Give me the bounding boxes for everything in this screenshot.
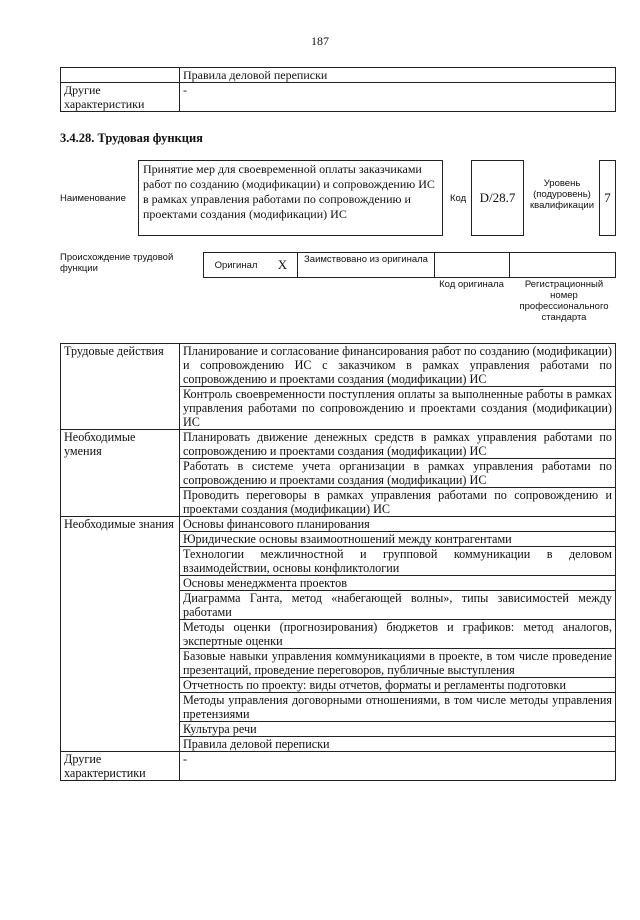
section-title: 3.4.28. Трудовая функция: [60, 131, 203, 145]
table-row: [61, 344, 616, 387]
table-row: [61, 591, 616, 620]
group-item: Отчетность по проекту: виды отчетов, форматы и регламенты подготовки: [180, 678, 616, 693]
group-label-continuation: [61, 459, 180, 488]
row-value: -: [180, 83, 616, 112]
table-row: [61, 576, 616, 591]
table-row: [61, 737, 616, 752]
table-row: [61, 430, 616, 459]
reg-number-cell: [510, 253, 615, 277]
page-number: 187: [311, 34, 329, 48]
table-row: [61, 693, 616, 722]
group-item: Методы управления договорными отношениями, в том числе методы управления претензиями: [180, 693, 616, 722]
group-item: Правила деловой переписки: [180, 737, 616, 752]
table-row: [61, 387, 616, 430]
group-item: Культура речи: [180, 722, 616, 737]
group-item: Основы менеджмента проектов: [180, 576, 616, 591]
code-value: D/28.7: [471, 160, 524, 236]
group-item: Базовые навыки управления коммуникациями в проекте, в том числе проведение презентаций, проведение переговоров, публичные выступления: [180, 649, 616, 678]
group-label-continuation: [61, 387, 180, 430]
table-row: [61, 488, 616, 517]
group-label-continuation: [61, 591, 180, 620]
function-details-table: [60, 343, 616, 781]
group-label: Необходимые умения: [61, 430, 180, 459]
group-label-continuation: [61, 678, 180, 693]
group-label-continuation: [61, 547, 180, 576]
table-row: [61, 83, 616, 112]
row-label: Другие характеристики: [61, 83, 180, 112]
table-row: [61, 459, 616, 488]
group-item: Контроль своевременности поступления оплаты за выполненные работы в рамках управления работами по сопровождению и проектами создания (модификации) ИС: [180, 387, 616, 430]
table-row: [61, 752, 616, 781]
group-label-continuation: [61, 532, 180, 547]
group-item: Проводить переговоры в рамках управления работами по сопровождению и проектами создания (модификации) ИС: [180, 488, 616, 517]
group-label-continuation: [61, 737, 180, 752]
table-row: [61, 547, 616, 576]
table-row: [61, 678, 616, 693]
group-item: Планировать движение денежных средств в рамках управления работами по сопровождению и проектами создания (модификации) ИС: [180, 430, 616, 459]
group-label: Необходимые знания: [61, 517, 180, 532]
reg-number-label: Регистрационный номер профессионального стандарта: [519, 279, 609, 323]
level-value: 7: [599, 160, 616, 236]
table-row: [61, 649, 616, 678]
group-item: Планирование и согласование финансирования работ по созданию (модификации) и сопровождению ИС с заказчиком в рамках управления работами по сопровождению и проектами создания (модификации) ИС: [180, 344, 616, 387]
table-row: [61, 722, 616, 737]
group-label-continuation: [61, 488, 180, 517]
group-label-continuation: [61, 649, 180, 678]
original-code-label: Код оригинала: [439, 279, 504, 290]
original-mark: X: [268, 253, 298, 277]
table-row: [61, 532, 616, 547]
previous-function-table: [60, 67, 616, 112]
group-label-continuation: [61, 722, 180, 737]
empty-cell: [61, 68, 180, 83]
name-label: Наименование: [60, 193, 126, 204]
group-item: Диаграмма Ганта, метод «набегающей волны», типы зависимостей между работами: [180, 591, 616, 620]
code-label: Код: [450, 193, 467, 204]
original-label: Оригинал: [214, 259, 258, 271]
group-item: Технологии межличностной и групповой коммуникации в деловом взаимодействии, основы конфликтологии: [180, 547, 616, 576]
group-label: Другие характеристики: [61, 752, 180, 781]
table-row: [61, 620, 616, 649]
borrowed-label: Заимствовано из оригинала: [298, 253, 435, 277]
level-label: Уровень (подуровень) квалификации: [529, 178, 595, 211]
original-code-cell: [435, 253, 510, 277]
group-item: Основы финансового планирования: [180, 517, 616, 532]
knowledge-item: Правила деловой переписки: [180, 68, 616, 83]
group-item: Работать в системе учета организации в рамках управления работами по сопровождению и проектами создания (модификации) ИС: [180, 459, 616, 488]
group-item: Юридические основы взаимоотношений между контрагентами: [180, 532, 616, 547]
function-name: Принятие мер для своевременной оплаты заказчиками работ по созданию (модификации) и сопровождению ИС в рамках управления работами по сопровождению и проектами создания (модификации) ИС: [138, 160, 443, 236]
table-row: [61, 517, 616, 532]
origin-row: [203, 252, 616, 278]
group-label-continuation: [61, 693, 180, 722]
group-item: Методы оценки (прогнозирования) бюджетов и графиков: метод аналогов, экспертные оценки: [180, 620, 616, 649]
origin-label: Происхождение трудовой функции: [60, 252, 174, 274]
group-label-continuation: [61, 576, 180, 591]
group-label: Трудовые действия: [61, 344, 180, 387]
table-row: [61, 68, 616, 83]
group-label-continuation: [61, 620, 180, 649]
group-item: -: [180, 752, 616, 781]
